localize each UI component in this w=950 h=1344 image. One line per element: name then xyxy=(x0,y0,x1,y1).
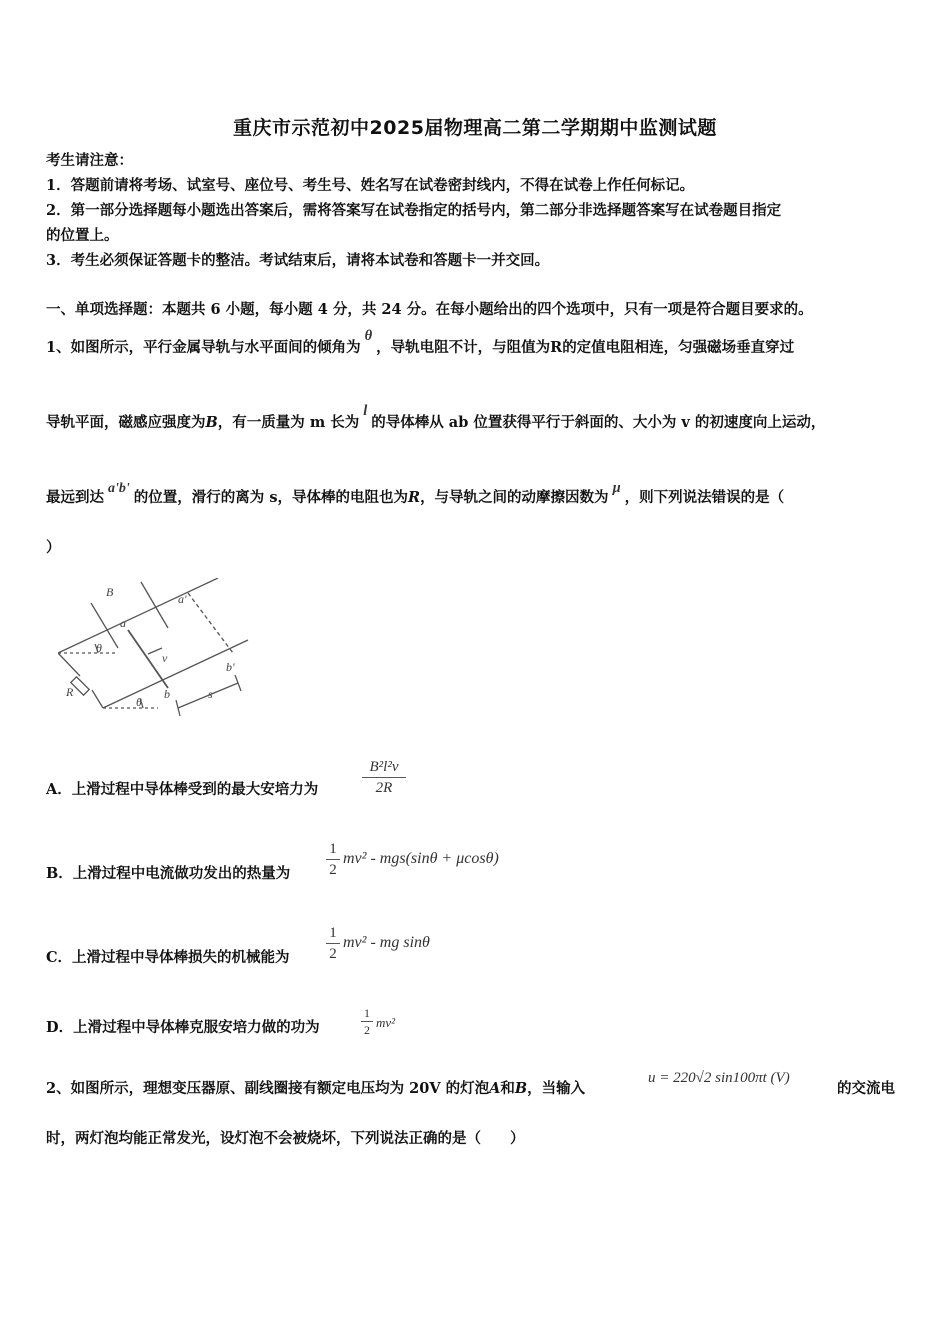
resistor xyxy=(71,677,89,695)
label-b-prime: b' xyxy=(226,660,235,674)
q1-figure xyxy=(58,578,258,718)
option-c[interactable] xyxy=(46,948,290,968)
page-title: 重庆市示范初中2025届物理高二第二学期期中监测试题 xyxy=(233,117,717,139)
q2-text: A xyxy=(489,1080,501,1097)
notice-item: 3．考生必须保证答题卡的整洁。考试结束后，请将本试卷和答题卡一并交回。 xyxy=(46,252,550,269)
option-d-expression: mv² xyxy=(376,1015,396,1030)
distance-tick xyxy=(235,675,241,691)
q1-text: ，有一质量为 m 长为 xyxy=(217,414,360,431)
label-a-prime: a' xyxy=(178,592,187,606)
fraction-numerator: 1 xyxy=(364,1006,370,1020)
option-label: D． xyxy=(46,1019,74,1036)
q1-text: B xyxy=(205,414,218,431)
label-theta: θ xyxy=(96,641,102,655)
label-s: s xyxy=(208,687,213,701)
fraction-denominator: 2 xyxy=(364,1023,370,1037)
option-d-fraction xyxy=(361,1006,373,1037)
option-a[interactable] xyxy=(46,780,318,800)
fraction-denominator: 2 xyxy=(329,946,337,962)
notice-heading: 考生请注意： xyxy=(46,152,133,169)
q1-text: ，导轨电阻不计，与阻值为 xyxy=(376,339,551,356)
option-label: B． xyxy=(46,865,73,882)
fraction-numerator: 1 xyxy=(329,925,337,941)
upper-rail xyxy=(58,578,218,653)
fraction-bar xyxy=(361,1021,373,1022)
q2-text: 2、如图所示，理想变压器原、副线圈接有额定电压均为 20V 的灯泡 xyxy=(46,1080,490,1097)
q1-line-4: ） xyxy=(46,539,61,556)
option-c-expression: mv² - mg sinθ xyxy=(343,934,430,951)
final-position-line xyxy=(188,593,233,653)
label-b: b xyxy=(164,687,170,701)
fraction-denominator: 2R xyxy=(375,780,393,796)
q1-text: 的导体棒从 ab 位置获得平行于斜面的、大小为 v 的初速度向上运动， xyxy=(371,414,826,431)
q1-line-2 xyxy=(46,403,826,433)
fraction-bar xyxy=(326,943,340,944)
label-B: B xyxy=(106,585,114,599)
q2-formula: u = 220√2 sin100πt (V) xyxy=(648,1070,790,1086)
lower-rail xyxy=(103,640,248,708)
fraction-denominator: 2 xyxy=(329,862,337,878)
option-text: 上滑过程中导体棒克服安培力做的功为 xyxy=(73,1019,320,1036)
option-label: C． xyxy=(46,949,73,966)
option-b[interactable] xyxy=(46,864,290,884)
l-symbol: l xyxy=(363,403,368,419)
velocity-arrow xyxy=(148,648,162,654)
option-a-fraction xyxy=(362,758,406,797)
fraction-bar xyxy=(326,859,340,860)
fraction-bar xyxy=(362,777,406,778)
notice-item: 1．答题前请将考场、试室号、座位号、考生号、姓名写在试卷密封线内，不得在试卷上作任何标记。 xyxy=(46,177,695,194)
q1-text: ，则下列说法错误的是（ xyxy=(624,489,785,506)
q1-text: 导轨平面，磁感应强度为 xyxy=(46,414,206,431)
section-heading: 一、单项选择题：本题共 6 小题，每小题 4 分，共 24 分。在每小题给出的四个选项中，只有一项是符合题目要求的。 xyxy=(46,301,813,318)
q1-text: 1、如图所示，平行金属导轨与水平面间的倾角为 xyxy=(46,339,361,356)
option-label: A． xyxy=(46,781,72,798)
q1-text: 最远到达 xyxy=(46,489,104,506)
option-text: 上滑过程中导体棒受到的最大安培力为 xyxy=(71,781,319,798)
notice-item: 2．第一部分选择题每小题选出答案后，需将答案写在试卷指定的括号内，第二部分非选择题答案写在试卷题目指定 xyxy=(46,202,782,219)
q2-text: ，当输入 xyxy=(527,1080,586,1097)
option-c-fraction xyxy=(326,924,340,963)
q1-line-3 xyxy=(46,480,785,509)
mu-symbol: μ xyxy=(612,480,621,496)
q1-text: 的定值电阻相连，匀强磁场垂直穿过 xyxy=(562,339,795,356)
option-d[interactable] xyxy=(46,1018,320,1038)
left-wire xyxy=(92,690,103,708)
option-b-expression: mv² - mgs(sinθ + μcosθ) xyxy=(343,850,499,867)
theta-symbol: θ xyxy=(364,328,373,344)
ab-prime-symbol: a'b' xyxy=(108,481,130,496)
label-R: R xyxy=(66,685,74,699)
q2-line-1-end: 的交流电 xyxy=(837,1080,895,1097)
q2-line-2: 时，两灯泡均能正常发光，设灯泡不会被烧坏，下列说法正确的是（ ） xyxy=(46,1130,525,1147)
q1-text: R xyxy=(550,339,563,356)
left-wire xyxy=(58,653,80,676)
q2-text: B xyxy=(514,1080,528,1097)
option-text: 上滑过程中导体棒损失的机械能为 xyxy=(72,949,290,966)
q1-line-1 xyxy=(46,328,795,358)
fraction-numerator: 1 xyxy=(329,841,337,857)
option-text: 上滑过程中电流做功发出的热量为 xyxy=(72,865,291,882)
notice-item: 的位置上。 xyxy=(46,227,119,244)
label-theta: θ xyxy=(136,695,142,709)
q2-line-1 xyxy=(46,1079,585,1099)
q1-text: 的位置，滑行的离为 s，导体棒的电阻也为 xyxy=(133,489,408,506)
q1-text: R xyxy=(408,489,421,506)
q1-text: ，与导轨之间的动摩擦因数为 xyxy=(420,489,609,506)
label-a: a xyxy=(120,616,126,630)
label-v: v xyxy=(162,651,168,665)
option-b-fraction xyxy=(326,840,340,879)
q2-text: 和 xyxy=(500,1080,515,1097)
fraction-numerator: B²l²v xyxy=(369,759,399,775)
field-line xyxy=(141,582,168,628)
